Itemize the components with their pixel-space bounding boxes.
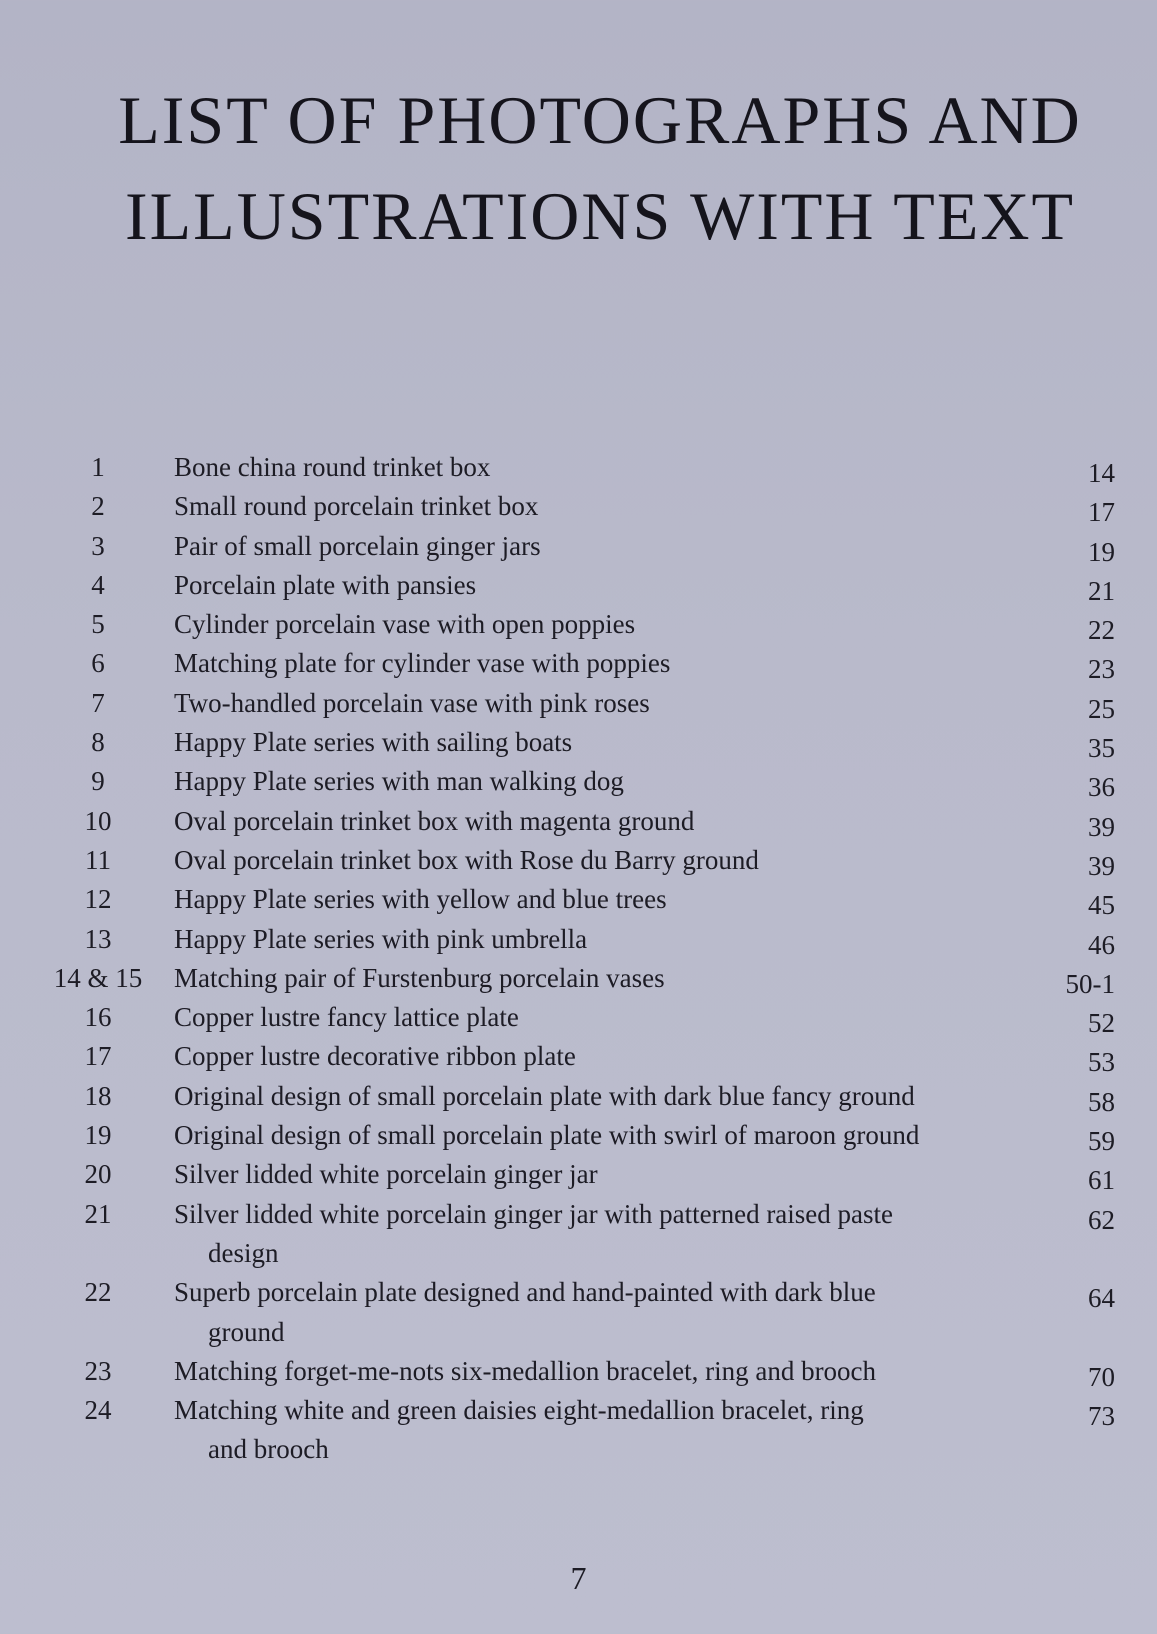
item-page-number: 23 xyxy=(1088,654,1115,685)
item-page-number: 17 xyxy=(1088,497,1115,528)
item-caption xyxy=(174,684,1014,723)
item-caption-continuation: design xyxy=(208,1237,279,1268)
item-caption xyxy=(174,723,1014,762)
item-number: 23 xyxy=(84,1355,112,1386)
item-number: 7 xyxy=(91,687,105,718)
illustration-list xyxy=(0,448,1157,1470)
item-caption xyxy=(174,644,1014,683)
item-number: 21 xyxy=(84,1198,112,1229)
item-caption xyxy=(174,1077,1014,1116)
list-item xyxy=(0,1273,1157,1352)
item-page-number: 62 xyxy=(1088,1204,1115,1235)
list-item xyxy=(0,959,1157,998)
item-page-number: 50-1 xyxy=(1065,968,1115,999)
list-item xyxy=(0,684,1157,723)
list-item xyxy=(0,1077,1157,1116)
item-caption xyxy=(174,959,1014,998)
item-number: 12 xyxy=(84,884,112,915)
item-number: 9 xyxy=(91,766,105,797)
item-caption xyxy=(174,527,1014,566)
item-page-number: 36 xyxy=(1088,772,1115,803)
item-caption-text: Copper lustre fancy lattice plate xyxy=(174,1002,519,1033)
item-page-number: 25 xyxy=(1088,693,1115,724)
list-item xyxy=(0,723,1157,762)
item-caption-text: Silver lidded white porcelain ginger jar xyxy=(174,1159,598,1190)
list-item xyxy=(0,605,1157,644)
list-item xyxy=(0,1116,1157,1155)
item-caption xyxy=(174,1391,1014,1470)
item-caption-text: Happy Plate series with man walking dog xyxy=(174,766,624,797)
item-caption xyxy=(174,448,1014,487)
item-page-number: 64 xyxy=(1088,1283,1115,1314)
item-page-number: 53 xyxy=(1088,1047,1115,1078)
item-number: 5 xyxy=(91,609,105,640)
item-caption-text: Bone china round trinket box xyxy=(174,452,491,482)
item-number: 13 xyxy=(84,923,112,954)
item-caption xyxy=(174,880,1014,919)
item-caption xyxy=(174,605,1014,644)
item-page-number: 22 xyxy=(1088,615,1115,646)
list-item xyxy=(0,1155,1157,1194)
item-page-number: 73 xyxy=(1088,1401,1115,1432)
list-item xyxy=(0,1195,1157,1274)
page-title xyxy=(40,72,1157,264)
list-item xyxy=(0,644,1157,683)
list-item xyxy=(0,998,1157,1037)
item-caption-text: Cylinder porcelain vase with open poppies xyxy=(174,609,636,640)
list-item xyxy=(0,1037,1157,1076)
item-number: 6 xyxy=(91,648,105,679)
item-number: 19 xyxy=(84,1120,112,1151)
item-number: 11 xyxy=(85,844,111,875)
list-item xyxy=(0,487,1157,526)
item-page-number: 14 xyxy=(1088,458,1115,488)
item-caption-text: Porcelain plate with pansies xyxy=(174,569,477,600)
item-number: 20 xyxy=(84,1159,112,1190)
item-page-number: 58 xyxy=(1088,1086,1115,1117)
list-item xyxy=(0,841,1157,880)
item-caption xyxy=(174,762,1014,801)
item-number: 16 xyxy=(84,1002,112,1033)
list-item xyxy=(0,448,1157,487)
item-caption-text: Two-handled porcelain vase with pink roses xyxy=(174,687,650,718)
item-number: 3 xyxy=(91,530,105,561)
title-line-1: LIST OF PHOTOGRAPHS AND xyxy=(118,82,1082,158)
item-caption-continuation: ground xyxy=(208,1316,285,1347)
item-caption xyxy=(174,998,1014,1037)
item-page-number: 59 xyxy=(1088,1126,1115,1157)
item-caption-text: Copper lustre decorative ribbon plate xyxy=(174,1041,576,1072)
item-caption xyxy=(174,487,1014,526)
item-page-number: 21 xyxy=(1088,575,1115,606)
item-number: 24 xyxy=(84,1395,112,1426)
item-page-number: 70 xyxy=(1088,1361,1115,1392)
item-number: 17 xyxy=(84,1041,112,1072)
item-number: 14 & 15 xyxy=(53,962,143,993)
page-number: 7 xyxy=(570,1560,587,1596)
item-page-number: 39 xyxy=(1088,850,1115,881)
item-caption xyxy=(174,802,1014,841)
item-caption xyxy=(174,1155,1014,1194)
list-item xyxy=(0,1352,1157,1391)
item-caption-text: Happy Plate series with pink umbrella xyxy=(174,923,588,954)
item-page-number: 45 xyxy=(1088,890,1115,921)
item-caption-text: Oval porcelain trinket box with Rose du Barry ground xyxy=(174,844,759,875)
item-caption-text: Happy Plate series with yellow and blue trees xyxy=(174,884,667,915)
item-caption xyxy=(174,1037,1014,1076)
item-caption xyxy=(174,920,1014,959)
item-page-number: 35 xyxy=(1088,733,1115,764)
list-item xyxy=(0,762,1157,801)
item-caption-text: Original design of small porcelain plate with swirl of maroon ground xyxy=(174,1120,920,1151)
item-caption-text: Matching plate for cylinder vase with poppies xyxy=(174,648,671,679)
item-page-number: 19 xyxy=(1088,536,1115,567)
item-page-number: 61 xyxy=(1088,1165,1115,1196)
item-caption xyxy=(174,841,1014,880)
item-caption xyxy=(174,1195,1014,1274)
item-caption xyxy=(174,1352,1014,1391)
title-line-2: ILLUSTRATIONS WITH TEXT xyxy=(124,178,1076,254)
item-number: 4 xyxy=(91,569,105,600)
item-caption-continuation: and brooch xyxy=(208,1434,329,1465)
item-number: 10 xyxy=(84,805,112,836)
item-caption-text: Matching forget-me-nots six-medallion bracelet, ring and brooch xyxy=(174,1355,877,1386)
item-caption-text: Oval porcelain trinket box with magenta ground xyxy=(174,805,695,836)
list-item xyxy=(0,880,1157,919)
list-item xyxy=(0,1391,1157,1470)
item-caption xyxy=(174,566,1014,605)
item-number: 1 xyxy=(91,452,105,482)
item-page-number: 39 xyxy=(1088,811,1115,842)
list-item xyxy=(0,920,1157,959)
list-item xyxy=(0,566,1157,605)
item-number: 22 xyxy=(84,1277,112,1308)
item-number: 18 xyxy=(84,1080,112,1111)
item-caption-text: Happy Plate series with sailing boats xyxy=(174,727,573,758)
item-page-number: 46 xyxy=(1088,929,1115,960)
item-number: 2 xyxy=(91,491,105,522)
list-item xyxy=(0,527,1157,566)
item-caption-text: Original design of small porcelain plate with dark blue fancy ground xyxy=(174,1080,915,1111)
item-caption-text: Pair of small porcelain ginger jars xyxy=(174,530,541,561)
item-caption-text: Small round porcelain trinket box xyxy=(174,491,539,522)
item-caption-text: Silver lidded white porcelain ginger jar with patterned raised paste xyxy=(174,1198,894,1229)
list-item xyxy=(0,802,1157,841)
item-caption-text: Matching white and green daisies eight-medallion bracelet, ring xyxy=(174,1395,864,1426)
item-number: 8 xyxy=(91,727,105,758)
item-caption xyxy=(174,1273,1014,1352)
item-caption xyxy=(174,1116,1014,1155)
item-caption-text: Matching pair of Furstenburg porcelain vases xyxy=(174,962,665,993)
item-page-number: 52 xyxy=(1088,1008,1115,1039)
item-caption-text: Superb porcelain plate designed and hand-painted with dark blue xyxy=(174,1277,876,1308)
